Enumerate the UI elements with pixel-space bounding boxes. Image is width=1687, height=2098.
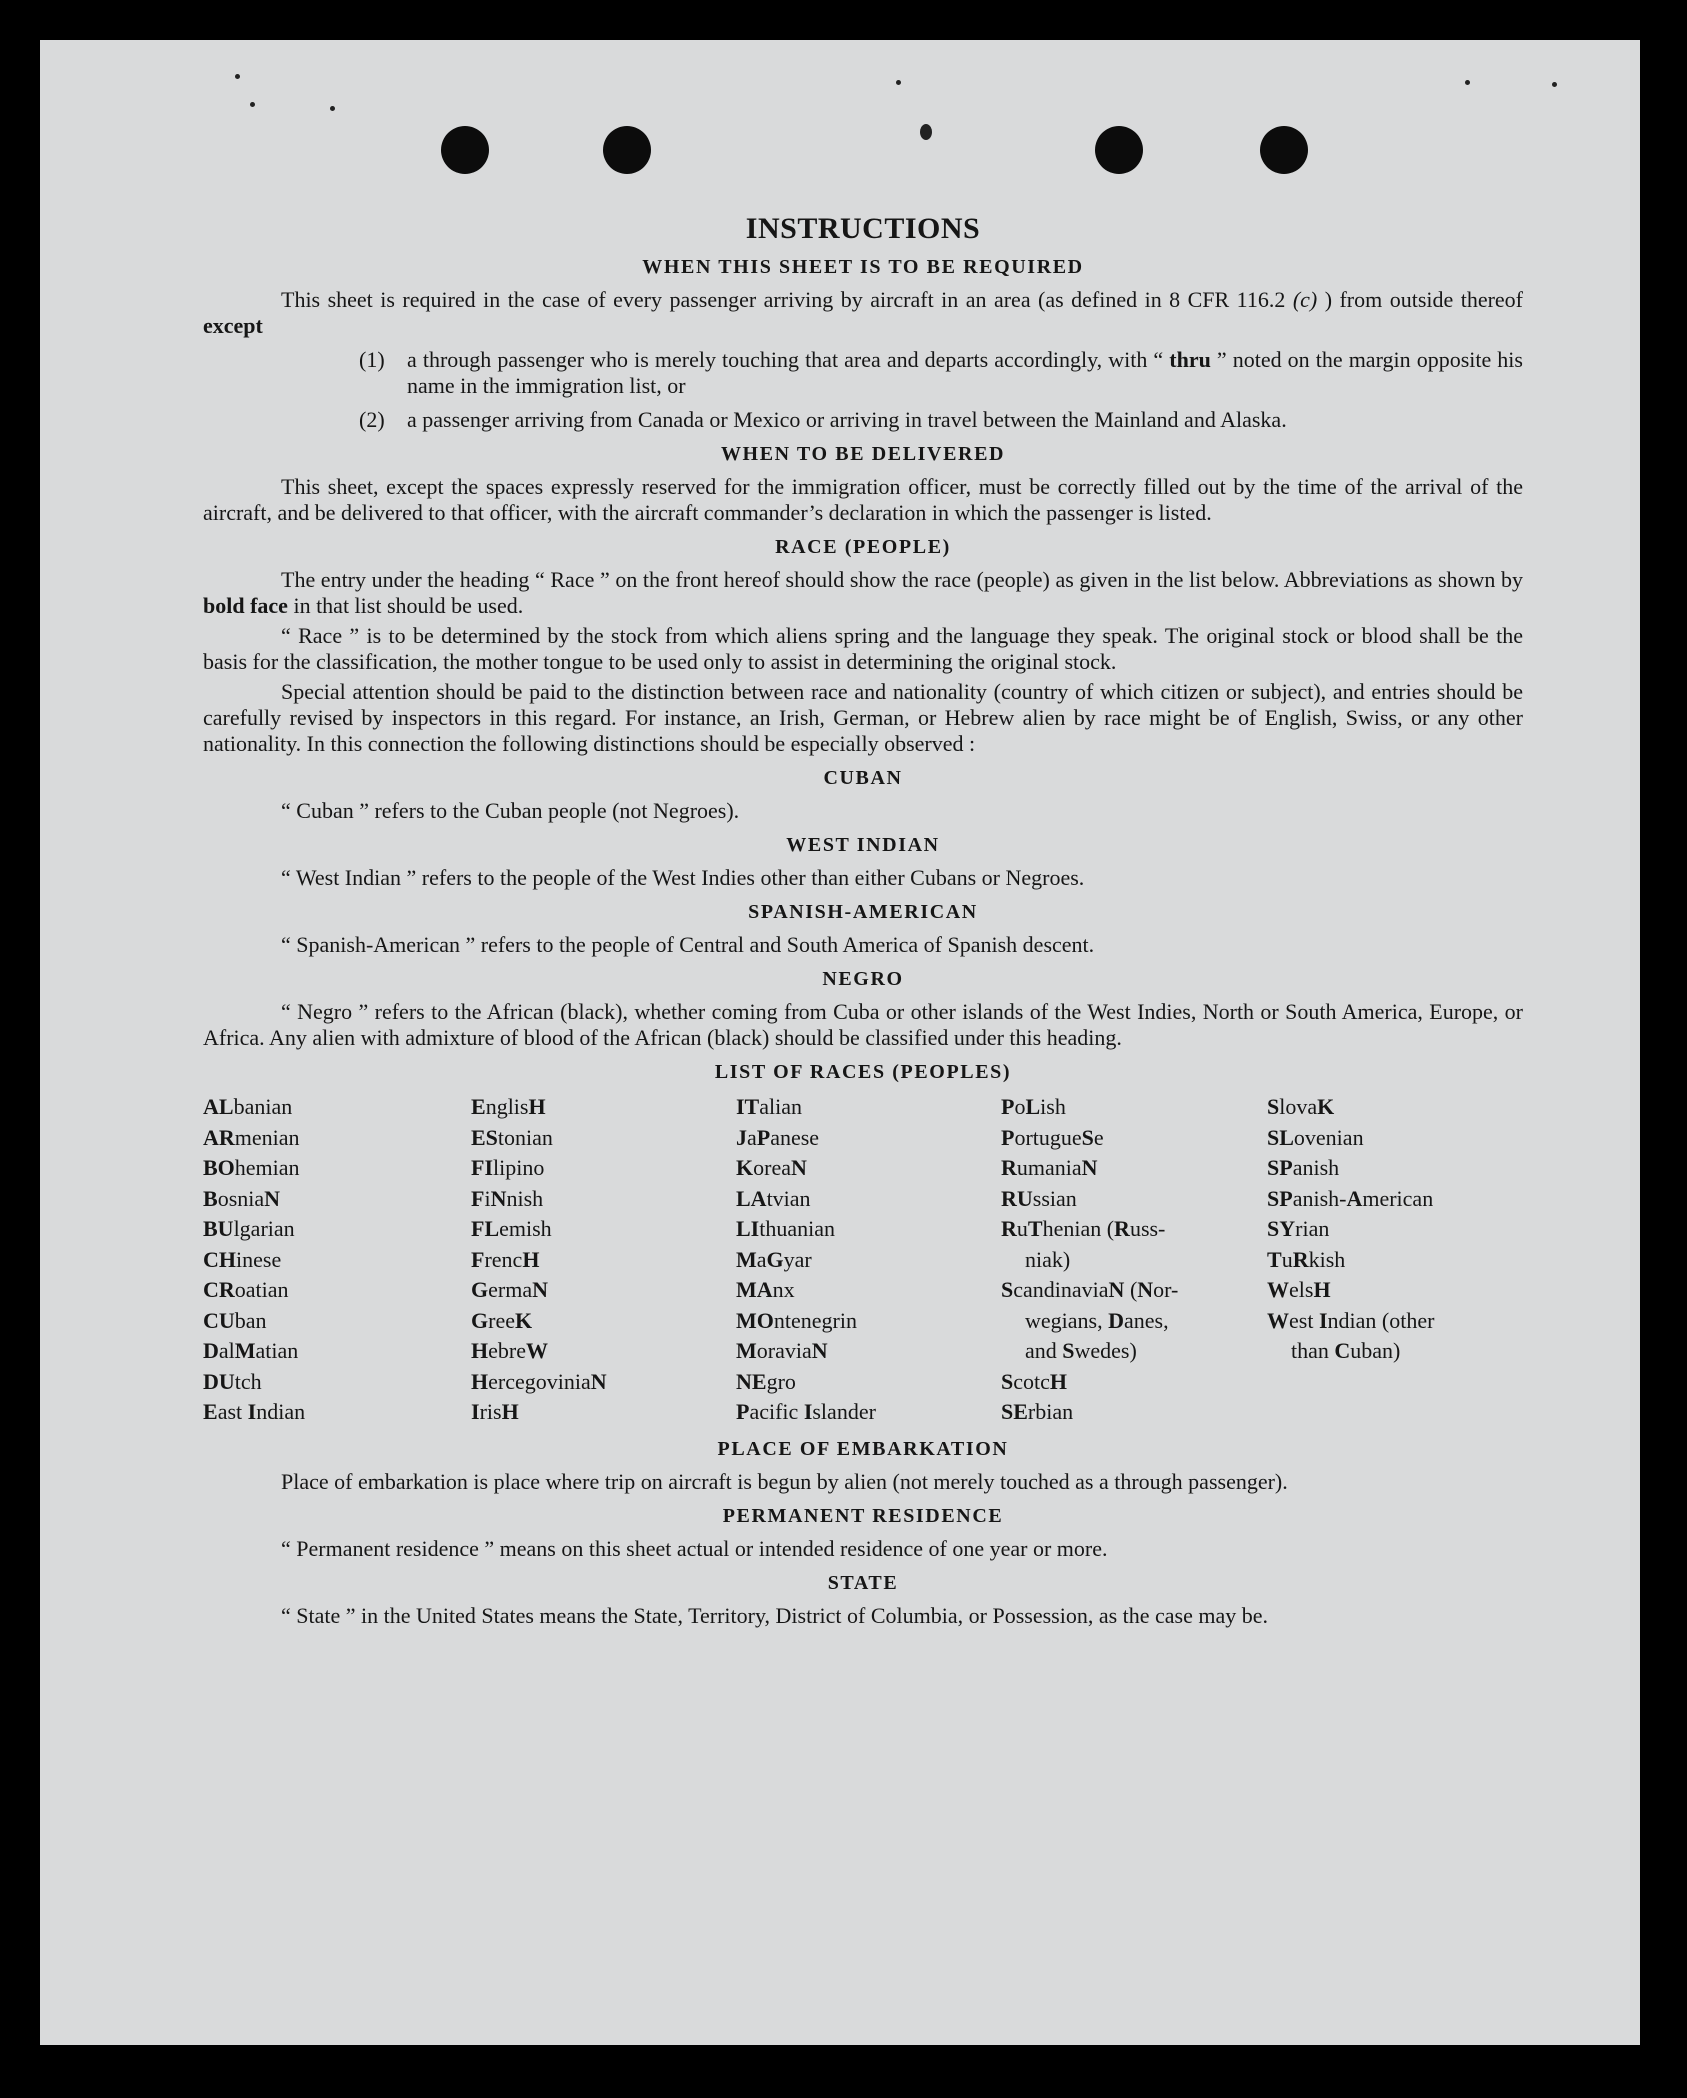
races-column [1267,1092,1523,1428]
ink-speck [1465,80,1470,85]
race-entry: SlovaK [1267,1094,1335,1119]
race-entry: RuThenian (Russ- [1001,1216,1166,1241]
punch-hole [1260,126,1308,174]
heading-list-of-races: LIST OF RACES (PEOPLES) [714,1061,1012,1083]
race-entry: NEgro [736,1368,796,1394]
race-entry: ITalian [736,1094,803,1119]
heading-cuban: CUBAN [823,767,903,789]
race-entry: IrisH [471,1399,519,1424]
race-entry: BUlgarian [203,1216,295,1241]
heading-spanish-american: SPANISH-AMERICAN [748,901,978,923]
instructions-body [203,212,1523,1633]
race-entry: HebreW [471,1338,548,1363]
race-entry: niak) [1025,1246,1071,1272]
heading-embarkation: PLACE OF EMBARKATION [717,1437,1009,1460]
paragraph-cuban: “ Cuban ” refers to the Cuban people (not Negroes). [281,798,740,823]
race-entry: FLemish [471,1216,552,1241]
race-entry: and Swedes) [1025,1338,1137,1363]
race-entry: WelsH [1267,1277,1331,1302]
race-entry: EnglisH [471,1094,546,1119]
race-entry: TuRkish [1267,1246,1346,1272]
race-entry: PoLish [1001,1094,1066,1119]
race-entry: DUtch [203,1368,262,1394]
paragraph-negro: “ Negro ” refers to the African (black), whether coming from Cuba or other islands of the West Indies, North or South America, Europe, or Africa. Any alien with admixture of blood of the African (black) should be classified under this heading. [203,999,1523,1050]
race-entry: LIthuanian [736,1216,836,1241]
race-entry: BOhemian [203,1155,300,1180]
race-entry: wegians, Danes, [1025,1307,1169,1333]
race-entry: KoreaN [736,1155,807,1180]
race-entry: GermaN [471,1277,548,1302]
race-entry: than Cuban) [1291,1338,1401,1363]
race-entry: ScandinaviaN (Nor- [1001,1277,1179,1302]
document-page [40,40,1640,2045]
race-entry: HercegoviniaN [471,1368,607,1394]
heading-negro: NEGRO [822,968,904,990]
race-entry: MoraviaN [736,1338,828,1363]
race-entry: ScotcH [1001,1368,1068,1394]
race-entry: MAnx [736,1277,795,1302]
ink-speck [330,106,335,111]
list-item: (2) a passenger arriving from Canada or Mexico or arriving in travel between the Mainland and Alaska. [359,407,1287,432]
race-entry: DalMatian [203,1338,299,1363]
paragraph-race-3: Special attention should be paid to the distinction between race and nationality (country of which citizen or subject), and entries should be carefully revised by inspectors in this regard. For instance, an Irish, German, or Hebrew alien by race might be of English, Swiss, or any other nationality. In this connection the following distinctions should be especially observed : [203,679,1523,756]
race-entry: ALbanian [203,1094,293,1119]
heading-state: STATE [827,1571,899,1594]
punch-hole [603,126,651,174]
race-entry: CHinese [203,1246,282,1272]
race-entry: RumaniaN [1001,1155,1098,1180]
race-entry: EStonian [471,1124,553,1150]
paragraph-race-2: “ Race ” is to be determined by the stock from which aliens spring and the language they speak. The original stock or blood shall be the basis for the classification, the mother tongue to be used only to assist in determining the original stock. [203,623,1523,674]
races-table [203,1092,1523,1428]
heading-permanent-residence: PERMANENT RESIDENCE [722,1504,1004,1527]
ink-speck [235,74,240,79]
race-entry: CUban [203,1307,267,1333]
races-column [1001,1092,1267,1428]
race-entry: CRoatian [203,1277,289,1302]
paragraph-when-required: This sheet is required in the case of every passenger arriving by aircraft in an area (as defined in 8 CFR 116.2 (c) ) from outside thereof except [203,287,1524,338]
paragraph-embarkation: Place of embarkation is place where trip on aircraft is begun by alien (not merely touched as a through passenger). [281,1468,1288,1494]
race-entry: ARmenian [203,1124,300,1150]
races-column [203,1092,471,1428]
race-entry: LAtvian [736,1185,811,1211]
paragraph-state: “ State ” in the United States means the State, Territory, District of Columbia, or Possession, as the case may be. [281,1602,1269,1628]
race-entry: RUssian [1001,1185,1077,1211]
race-entry: SPanish [1267,1155,1340,1180]
race-entry: East Indian [203,1399,306,1424]
race-entry: PortugueSe [1001,1124,1104,1150]
heading-race: RACE (PEOPLE) [775,536,951,558]
race-entry: FiNnish [471,1185,544,1211]
heading-when-delivered: WHEN TO BE DELIVERED [720,443,1006,465]
race-entry: MaGyar [736,1246,812,1272]
race-entry: FIlipino [471,1155,545,1180]
race-entry: SYrian [1267,1216,1330,1241]
race-entry: JaPanese [736,1124,820,1150]
paragraph-spanish-american: “ Spanish-American ” refers to the people of Central and South America of Spanish descent. [281,932,1095,957]
list-item: (1) a through passenger who is merely touching that area and departs accordingly, with “ thru ” noted on the margin opposite his name in the immigration list, or [359,347,1523,398]
punch-hole [441,126,489,174]
race-entry: SErbian [1001,1399,1074,1424]
ink-speck [896,80,901,85]
paragraph-west-indian: “ West Indian ” refers to the people of the West Indies other than either Cubans or Negroes. [281,865,1085,890]
heading-when-required: WHEN THIS SHEET IS TO BE REQUIRED [642,256,1084,278]
race-entry: GreeK [471,1307,533,1333]
race-entry: Pacific Islander [736,1399,876,1424]
race-entry: BosniaN [203,1185,281,1211]
heading-west-indian: WEST INDIAN [786,834,940,856]
paragraph-race-1: The entry under the heading “ Race ” on the front hereof should show the race (people) as given in the list below. Abbreviations as shown by bold face in that list should be used. [203,567,1523,618]
ink-speck [920,124,932,140]
races-column [736,1092,1001,1428]
ink-speck [1552,82,1557,87]
page-title: INSTRUCTIONS [745,212,981,245]
ink-speck [250,102,255,107]
races-column [471,1092,736,1428]
paragraph-when-delivered: This sheet, except the spaces expressly reserved for the immigration officer, must be correctly filled out by the time of the arrival of the aircraft, and be delivered to that officer, with the aircraft commander’s declaration in which the passenger is listed. [203,474,1523,525]
race-entry: SPanish-American [1267,1185,1434,1211]
race-entry: MOntenegrin [736,1307,857,1333]
paragraph-permanent-residence: “ Permanent residence ” means on this sheet actual or intended residence of one year or more. [281,1535,1108,1561]
punch-hole [1095,126,1143,174]
race-entry: West Indian (other [1267,1307,1435,1333]
race-entry: FrencH [471,1246,540,1272]
race-entry: SLovenian [1267,1124,1364,1150]
